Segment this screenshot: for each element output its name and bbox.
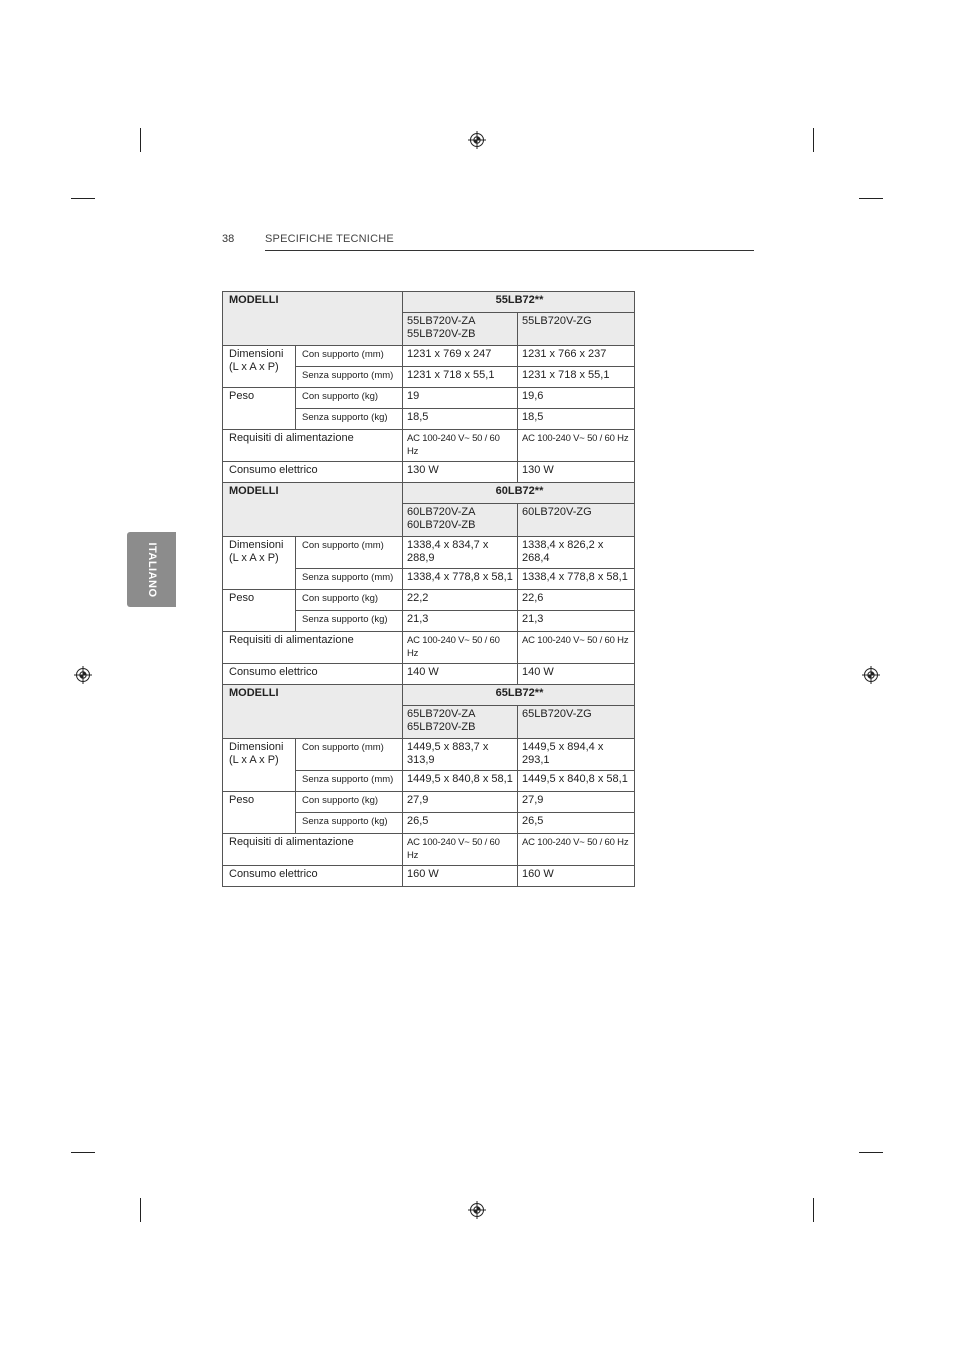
alimentazione-a: AC 100-240 V~ 50 / 60 Hz xyxy=(403,834,518,866)
dimensioni-label-line: (L x A x P) xyxy=(229,361,279,373)
consumo-label: Consumo elettrico xyxy=(223,866,403,887)
dimensioni-label xyxy=(223,346,296,388)
consumo-a: 160 W xyxy=(403,866,518,887)
con-supporto-kg-label: Con supporto (kg) xyxy=(296,590,403,611)
variant-a-line: 55LB720V-ZA xyxy=(407,315,476,327)
peso-senza-a: 18,5 xyxy=(403,409,518,430)
table-row xyxy=(223,537,635,569)
dim-con-b: 1338,4 x 826,2 x 268,4 xyxy=(518,537,635,569)
peso-senza-a: 26,5 xyxy=(403,813,518,834)
dim-con-a: 1231 x 769 x 247 xyxy=(403,346,518,367)
alimentazione-a: AC 100-240 V~ 50 / 60 Hz xyxy=(403,632,518,664)
modelli-label: MODELLI xyxy=(223,483,403,537)
consumo-label: Consumo elettrico xyxy=(223,664,403,685)
table-row xyxy=(223,388,635,409)
variant-a-line: 60LB720V-ZA xyxy=(407,506,476,518)
language-tab xyxy=(127,532,176,607)
dim-senza-a: 1231 x 718 x 55,1 xyxy=(403,367,518,388)
variant-a-line: 65LB720V-ZB xyxy=(407,721,476,733)
dimensioni-label-line: Dimensioni xyxy=(229,348,284,360)
spec-table xyxy=(222,291,635,887)
senza-supporto-mm-label: Senza supporto (mm) xyxy=(296,367,403,388)
alimentazione-b: AC 100-240 V~ 50 / 60 Hz xyxy=(518,632,635,664)
crop-mark-left-lower xyxy=(71,1152,95,1153)
con-supporto-kg-label: Con supporto (kg) xyxy=(296,792,403,813)
con-supporto-mm-label: Con supporto (mm) xyxy=(296,537,403,569)
table-row xyxy=(223,664,635,685)
alimentazione-label: Requisiti di alimentazione xyxy=(223,834,403,866)
dim-con-a: 1338,4 x 834,7 x 288,9 xyxy=(403,537,518,569)
model-group: 65LB72** xyxy=(403,685,635,706)
modelli-label: MODELLI xyxy=(223,685,403,739)
variant-a xyxy=(403,313,518,346)
dimensioni-label-line: Dimensioni xyxy=(229,741,284,753)
registration-mark-bottom-icon xyxy=(468,1201,486,1219)
variant-b: 65LB720V-ZG xyxy=(518,706,635,739)
table-row xyxy=(223,430,635,462)
alimentazione-label: Requisiti di alimentazione xyxy=(223,632,403,664)
crop-mark-bottom-right xyxy=(813,1198,814,1222)
senza-supporto-kg-label: Senza supporto (kg) xyxy=(296,813,403,834)
variant-a xyxy=(403,504,518,537)
dimensioni-label-line: (L x A x P) xyxy=(229,552,279,564)
variant-a-line: 60LB720V-ZB xyxy=(407,519,476,531)
consumo-a: 130 W xyxy=(403,462,518,483)
table-row xyxy=(223,590,635,611)
crop-mark-right-upper xyxy=(859,198,883,199)
peso-senza-b: 18,5 xyxy=(518,409,635,430)
table-row xyxy=(223,462,635,483)
dim-con-a: 1449,5 x 883,7 x 313,9 xyxy=(403,739,518,771)
consumo-b: 130 W xyxy=(518,462,635,483)
con-supporto-mm-label: Con supporto (mm) xyxy=(296,739,403,771)
variant-b: 60LB720V-ZG xyxy=(518,504,635,537)
peso-label: Peso xyxy=(223,590,296,632)
variant-a xyxy=(403,706,518,739)
con-supporto-kg-label: Con supporto (kg) xyxy=(296,388,403,409)
dimensioni-label xyxy=(223,739,296,792)
peso-con-a: 19 xyxy=(403,388,518,409)
dim-senza-a: 1338,4 x 778,8 x 58,1 xyxy=(403,569,518,590)
table-row-group xyxy=(223,685,635,706)
dim-senza-b: 1449,5 x 840,8 x 58,1 xyxy=(518,771,635,792)
page-header xyxy=(222,233,754,251)
consumo-label: Consumo elettrico xyxy=(223,462,403,483)
alimentazione-label: Requisiti di alimentazione xyxy=(223,430,403,462)
table-row-group xyxy=(223,483,635,504)
crop-mark-right-lower xyxy=(859,1152,883,1153)
model-group: 60LB72** xyxy=(403,483,635,504)
senza-supporto-kg-label: Senza supporto (kg) xyxy=(296,611,403,632)
dimensioni-label xyxy=(223,537,296,590)
table-row xyxy=(223,739,635,771)
language-tab-label: ITALIANO xyxy=(145,541,158,598)
header-rule xyxy=(265,250,754,251)
table-row xyxy=(223,346,635,367)
dim-con-b: 1231 x 766 x 237 xyxy=(518,346,635,367)
peso-con-b: 19,6 xyxy=(518,388,635,409)
consumo-a: 140 W xyxy=(403,664,518,685)
dim-senza-a: 1449,5 x 840,8 x 58,1 xyxy=(403,771,518,792)
section-title: SPECIFICHE TECNICHE xyxy=(265,233,394,245)
alimentazione-b: AC 100-240 V~ 50 / 60 Hz xyxy=(518,430,635,462)
crop-mark-bottom-left xyxy=(140,1198,141,1222)
peso-senza-b: 21,3 xyxy=(518,611,635,632)
variant-b: 55LB720V-ZG xyxy=(518,313,635,346)
senza-supporto-kg-label: Senza supporto (kg) xyxy=(296,409,403,430)
peso-con-a: 22,2 xyxy=(403,590,518,611)
con-supporto-mm-label: Con supporto (mm) xyxy=(296,346,403,367)
consumo-b: 160 W xyxy=(518,866,635,887)
consumo-b: 140 W xyxy=(518,664,635,685)
senza-supporto-mm-label: Senza supporto (mm) xyxy=(296,771,403,792)
alimentazione-b: AC 100-240 V~ 50 / 60 Hz xyxy=(518,834,635,866)
peso-senza-a: 21,3 xyxy=(403,611,518,632)
table-row xyxy=(223,792,635,813)
variant-a-line: 55LB720V-ZB xyxy=(407,328,476,340)
dim-senza-b: 1231 x 718 x 55,1 xyxy=(518,367,635,388)
crop-mark-top-left xyxy=(140,128,141,152)
crop-mark-top-right xyxy=(813,128,814,152)
page-number: 38 xyxy=(222,233,235,245)
peso-con-b: 22,6 xyxy=(518,590,635,611)
table-row xyxy=(223,866,635,887)
table-row-group xyxy=(223,292,635,313)
peso-con-b: 27,9 xyxy=(518,792,635,813)
senza-supporto-mm-label: Senza supporto (mm) xyxy=(296,569,403,590)
registration-mark-left-icon xyxy=(74,666,92,684)
registration-mark-right-icon xyxy=(862,666,880,684)
modelli-label: MODELLI xyxy=(223,292,403,346)
peso-senza-b: 26,5 xyxy=(518,813,635,834)
peso-con-a: 27,9 xyxy=(403,792,518,813)
dim-con-b: 1449,5 x 894,4 x 293,1 xyxy=(518,739,635,771)
dimensioni-label-line: Dimensioni xyxy=(229,539,284,551)
alimentazione-a: AC 100-240 V~ 50 / 60 Hz xyxy=(403,430,518,462)
crop-mark-left-upper xyxy=(71,198,95,199)
registration-mark-top-icon xyxy=(468,131,486,149)
model-group: 55LB72** xyxy=(403,292,635,313)
dimensioni-label-line: (L x A x P) xyxy=(229,754,279,766)
table-row xyxy=(223,834,635,866)
peso-label: Peso xyxy=(223,792,296,834)
peso-label: Peso xyxy=(223,388,296,430)
table-row xyxy=(223,632,635,664)
variant-a-line: 65LB720V-ZA xyxy=(407,708,476,720)
dim-senza-b: 1338,4 x 778,8 x 58,1 xyxy=(518,569,635,590)
